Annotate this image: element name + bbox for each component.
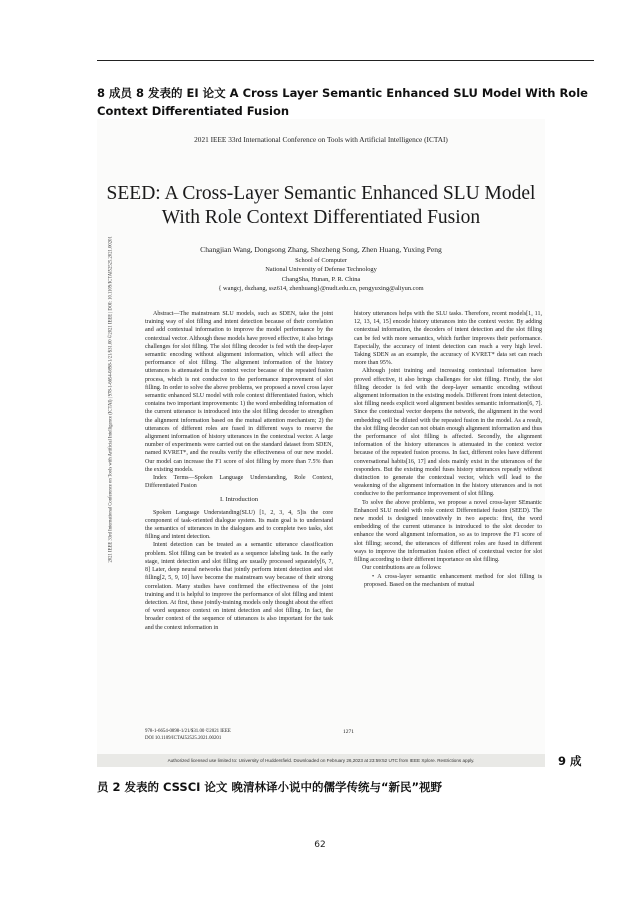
paper-affiliation <box>97 256 545 294</box>
paragraph: Our contributions are as follows: <box>362 565 442 572</box>
footer-isbn: 978-1-6654-0898-1/21/$31.00 ©2021 IEEE <box>145 729 231 734</box>
contribution-bullet: • A cross-layer semantic enhancement method for slot filling is proposed. Based on the mechanism of mutual <box>364 573 542 588</box>
paragraph: Intent detection can be treated as a semantic utterance classification problem. Slot filling can be treated as a sequence labeling task. In the early stage, intent detection and slot filling are usually processed separately[6, 7, 8] Later, deep neural networks that jointly perform intent detection and slot filling[2, 5, 9, 10] have become the mainstream way because of their strong correlation. Many studies have confirmed the effectiveness of the joint training and it is helpful to improve the performance of slot filling and intent detection. At first, these jointly-training models only thought about the effect of word sequence context on intent detection and slot filling. In fact, the broader context of the sequence of utterances is also important for the task and the context information in <box>145 542 333 631</box>
top-rule <box>97 60 594 61</box>
side-citation: 2021 IEEE 33rd International Conference on Tools with Artificial Intelligence (ICTAI) | 978-1-6654-0898-1/21/$31.00 ©2021 IEEE | DOI: 10.1109/ICTAI52525.2021.00201 <box>108 236 114 563</box>
conference-name: 2021 IEEE 33rd International Conference on Tools with Artificial Intelligence (ICTAI) <box>194 135 448 144</box>
section-heading-2: 员 2 发表的 CSSCI 论文 晚清林译小说中的儒学传统与“新民”视野 <box>97 780 443 794</box>
affiliation-emails: { wangcj, dszhang, ssz614, zhenhuang}@nudt.edu.cn, pengyuxing@aliyun.com <box>218 285 424 293</box>
paper-title: SEED: A Cross-Layer Semantic Enhanced SLU Model With Role Context Differentiated Fusion <box>106 183 536 228</box>
section-heading: 8 成员 8 发表的 EI 论文 A Cross Layer Semantic Enhanced SLU Model With Role Context Differentiated Fusion <box>97 86 588 118</box>
index-terms: Index Terms—Spoken Language Understanding, Role Context, Differentiated Fusion <box>145 475 333 490</box>
heading-continuation: 9 成 <box>558 754 582 768</box>
abstract: Abstract—The mainstream SLU models, such as SDEN, take the joint training way of slot filling and intent detection because of their correlation and add contextual information to improve the model performance by the contextual vector. Although these models have proved effective, it also brings challenges for slot filling. The slot filling decoder is fed with the deep-layer semantic encoding without alignment information, which will affect the performance of slot filling. The alignment information of the history utterances is attenuated in the context vector because of the repeated fusion process, which is not conducive to the performance improvement of slot filling. In order to solve the above problems, we proposed a novel cross layer semantic enhanced SLU model with role context differentiated fusion, which contains two important improvements: 1) the word embedding information of the current utterance is introduced into the slot filling decoder to strengthen the alignment information based on the mutual attention mechanism; 2) the utterances of different roles are fused in different ways to reserve the alignment information of history utterances in the contextual vector. A large number of experiments were carried out on the standard dataset from SDEN, named KVRET*, and the results verify the effectiveness of our new model. Our model can increase the F1 score of slot filling by more than 7.5% than the existing models. <box>145 311 333 473</box>
paper-page-number: 1271 <box>343 729 354 735</box>
affiliation-line: ChangSha, Hunan, P. R. China <box>281 275 361 283</box>
paragraph: history utterances helps with the SLU tasks. Therefore, recent models[1, 11, 12, 13, 14, 15] encode history utterances into the context vector. By adding contextual information, the decoders of intent detection and the slot filling can be fed with more semantics, which further improves their performance. Especially, the accuracy of intent detection can reach a very high level. Taking SDEN as an example, the accuracy of KVRET* data set can reach more than 95%. <box>354 311 542 367</box>
paragraph: To solve the above problems, we propose a novel cross-layer SEmantic Enhanced SLU model with role context Differentiated fusion (SEED). The new model is designed innovatively in two aspects: first, the word embedding of the current utterance is introduced to the slot decoder to enhance the word alignment information, so as to improve the F1 score of slot filling; second, the utterances of different roles are fused in different ways to improve the information fusion effect of contextual vector for slot filling according to their different importance on slot filling. <box>354 499 542 564</box>
affiliation-line: National University of Defense Technology <box>265 266 377 274</box>
left-column <box>145 310 333 632</box>
paper-scan <box>97 119 545 767</box>
page-number: 62 <box>314 840 326 850</box>
right-column <box>354 310 542 589</box>
paper-footer <box>145 729 231 742</box>
paragraph: Spoken Language Understanding(SLU) [1, 2, 3, 4, 5]is the core component of task-oriented dialogue system. Its main goal is to understand the semantics of utterances in the dialogues and to complete two tasks, slot filling and intent detection. <box>145 509 333 541</box>
paper-authors: Changjian Wang, Dongsong Zhang, Shezheng Song, Zhen Huang, Yuxing Peng <box>200 245 442 254</box>
affiliation-line: School of Computer <box>295 257 347 264</box>
license-banner: Authorized licensed use limited to: University of Huddersfield. Downloaded on February 26,2023 at 23:59:52 UTC from IEEE Xplore. Restrictions apply. <box>97 754 545 767</box>
footer-doi: DOI 10.1109/ICTAI52525.2021.00201 <box>145 735 222 741</box>
paragraph: Although joint training and increasing contextual information have proved effective, it also brings challenges for slot filling. Firstly, the slot filling decoder is fed with the deep-layer semantic encoding without alignment information in the existing models. Different from intent detection, slot filling needs explicit word alignment besides semantic information[6, 7]. Since the contextual vector deepens the network, the alignment in the word embedding will be diluted with the repeated fusion in the model. As a result, the slot filling decoder can not obtain enough alignment information and thus the performance of slot filling is affected. Secondly, the alignment information of the history utterances is attenuated in the context vector because of the repeated fusion process. In fact, different roles have different conversational habits[16, 17] and slots mainly exist in the utterances of the responders. But the existing model fuses history utterances repeatly without distinction to generate the contextual vector, which will lead to the weakening of the alignment information in the history utterances and is not conducive to the performance improvement of slot filling. <box>354 368 542 498</box>
section-title: I. Introduction <box>219 496 259 504</box>
